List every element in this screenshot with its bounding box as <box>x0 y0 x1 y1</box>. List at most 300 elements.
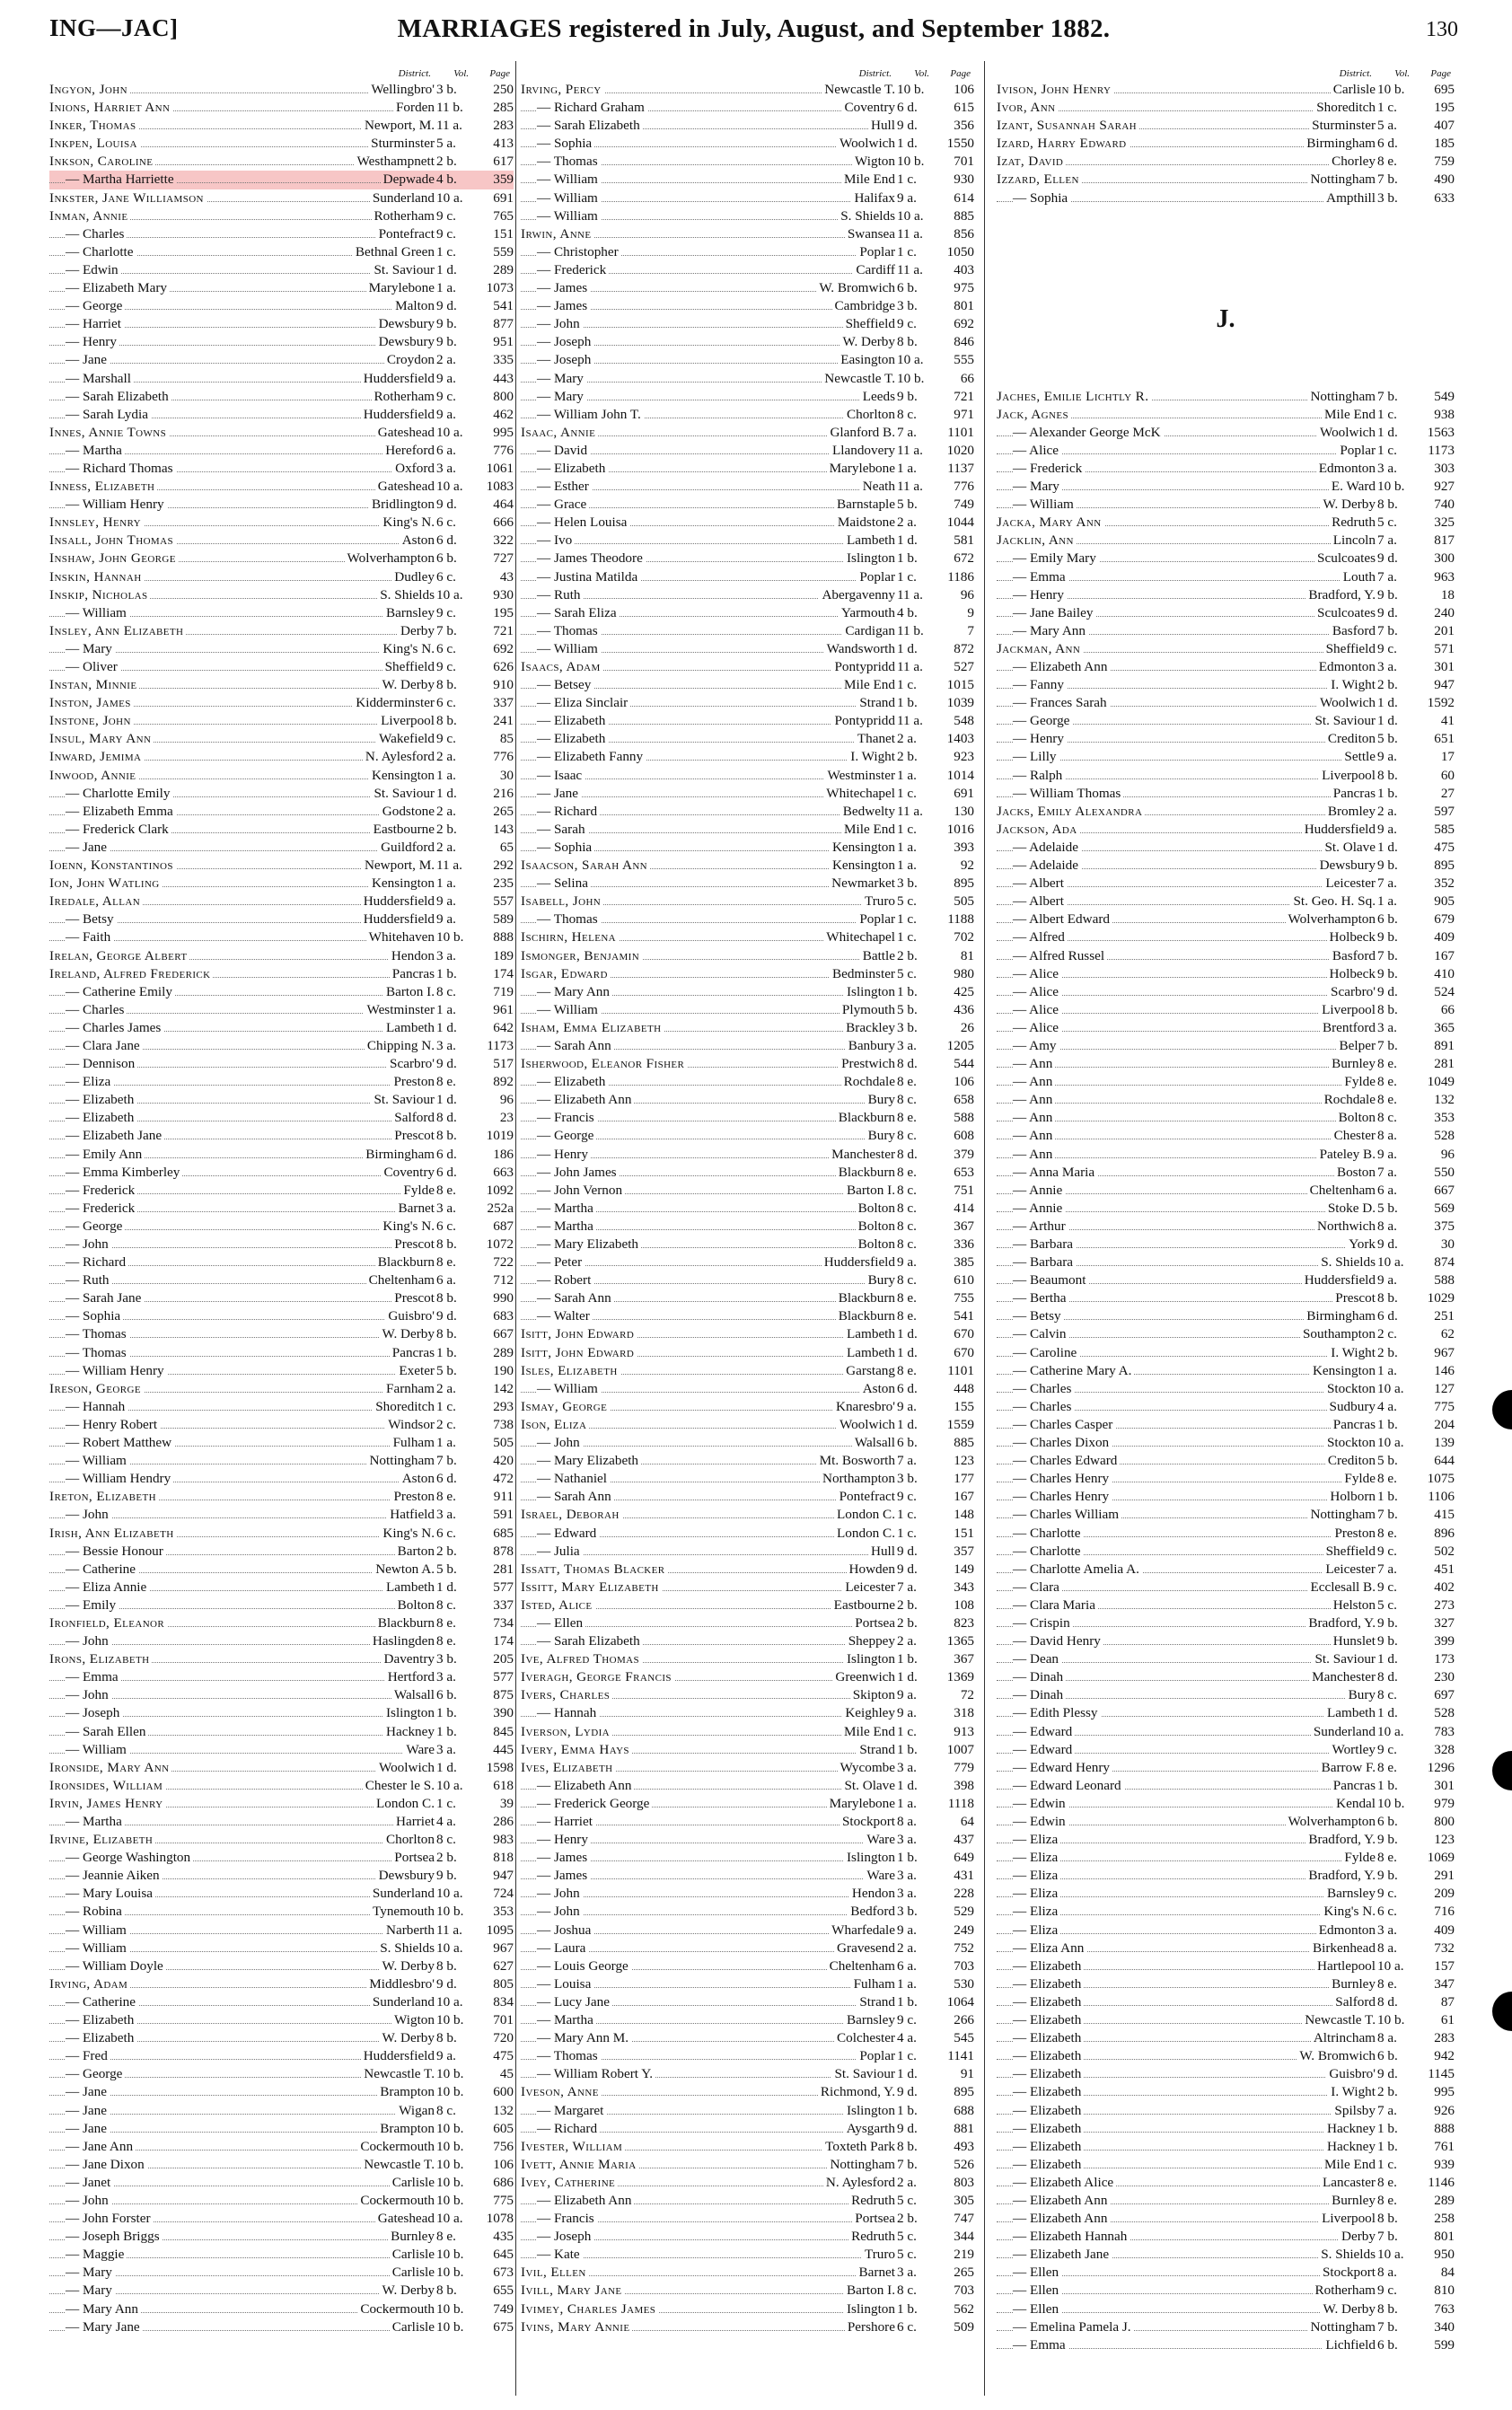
entry-volume: 9 a. <box>897 1922 917 1938</box>
entry-name <box>1013 1001 1061 1019</box>
entry-volume: 8 d. <box>1377 1993 1398 2010</box>
entry-name <box>537 370 586 388</box>
entry-volume: 10 b. <box>436 2120 464 2136</box>
entry-name <box>1013 1307 1064 1325</box>
entry-district: Burnley <box>1329 2192 1376 2210</box>
entry-name <box>49 857 176 875</box>
entry-name-text: — Anna Maria <box>1013 1165 1097 1180</box>
entry-district: Kensington <box>830 857 895 875</box>
entry-volume: 11 a. <box>897 586 923 602</box>
entry-page: 1559 <box>946 1416 974 1432</box>
entry-name <box>997 117 1139 135</box>
entry-district: Fylde <box>1341 1073 1376 1091</box>
entry-name-text: — Elizabeth Fanny <box>537 749 646 764</box>
page-header <box>49 7 1458 48</box>
entry-name <box>537 135 594 153</box>
entry-name <box>1013 910 1112 928</box>
entry-page: 577 <box>493 1579 514 1595</box>
entry-volume: 1 c. <box>1377 406 1397 422</box>
entry-district: Fulham <box>391 1434 435 1452</box>
entry-district: Pershore <box>845 2318 895 2336</box>
register-entry <box>521 1813 974 1831</box>
entry-name <box>521 1055 687 1073</box>
entry-volume: 7 b. <box>1377 2229 1398 2245</box>
entry-district: Bury <box>866 1127 895 1145</box>
entry-volume: 10 a. <box>436 1777 463 1793</box>
register-entry <box>521 2102 974 2120</box>
entry-district: Birmingham <box>1304 1307 1376 1325</box>
entry-page: 644 <box>1434 1453 1455 1469</box>
register-entry <box>997 2264 1455 2282</box>
entry-name-text: — Elizabeth <box>1013 2048 1084 2063</box>
entry-volume: 2 a. <box>436 352 456 368</box>
entry-page: 888 <box>493 929 514 946</box>
entry-name-text: — Ann <box>1013 1092 1055 1107</box>
entry-volume: 10 b. <box>897 370 925 386</box>
entry-page: 39 <box>499 1795 514 1811</box>
entry-name-text: — Laura <box>537 1940 588 1956</box>
entry-name <box>66 1091 136 1109</box>
entry-name-text: — Thomas <box>537 623 601 638</box>
entry-name-text: — Charles <box>66 1002 127 1017</box>
entry-district: Bolton <box>856 1218 895 1236</box>
entry-name-text: — Mary <box>1013 479 1062 494</box>
entry-name <box>66 2120 110 2138</box>
entry-page: 337 <box>493 695 514 711</box>
entry-name-text: — John <box>537 1435 583 1450</box>
entry-page: 1145 <box>1428 2066 1455 2082</box>
entry-name-text: — Joshua <box>537 1922 593 1938</box>
entry-district: Bury <box>1346 1686 1376 1704</box>
register-entry <box>997 1777 1455 1795</box>
register-entry <box>49 333 514 351</box>
register-entry <box>997 478 1455 496</box>
entry-name-text: — Sophia <box>66 1308 123 1324</box>
entry-page: 281 <box>493 1561 514 1577</box>
entry-page: 905 <box>1434 893 1455 910</box>
entry-volume: 7 a. <box>897 424 917 440</box>
entry-volume: 8 e. <box>897 1290 917 1306</box>
entry-page: 490 <box>1434 172 1455 188</box>
entry-name-text: — Thomas <box>66 1345 129 1360</box>
register-entry <box>521 730 974 748</box>
entry-page: 1205 <box>946 1037 974 1053</box>
entry-district: Maidstone <box>835 514 895 532</box>
entry-page: 123 <box>1434 1832 1455 1848</box>
entry-name <box>537 279 590 297</box>
entry-name <box>1013 1182 1065 1200</box>
entry-name <box>66 460 176 478</box>
entry-name-text: — Edwin <box>1013 1796 1068 1811</box>
register-entry <box>49 1344 514 1362</box>
entry-volume: 7 a. <box>897 1579 917 1595</box>
entry-volume: 6 b. <box>1377 2336 1398 2353</box>
entry-page: 173 <box>1434 1651 1455 1667</box>
entry-name-text: — Henry <box>537 1147 591 1162</box>
entry-name <box>49 153 155 171</box>
entry-name-text: — Justina Matilda <box>537 569 640 585</box>
entry-page: 464 <box>493 497 514 513</box>
blank-row <box>997 279 1455 297</box>
entry-page: 697 <box>1434 1687 1455 1703</box>
entry-volume: 9 a. <box>897 1687 917 1703</box>
entry-name-text: — Elizabeth <box>537 713 608 728</box>
entry-volume: 11 a. <box>897 803 923 819</box>
entry-volume: 10 a. <box>436 479 463 495</box>
entry-volume: 1 b. <box>897 2102 918 2118</box>
entry-volume: 6 d. <box>436 1164 457 1180</box>
entry-name-text: — Jane <box>66 2103 110 2118</box>
entry-volume: 5 b. <box>436 1362 457 1378</box>
entry-name <box>49 767 138 785</box>
entry-name <box>1013 496 1077 514</box>
register-entry <box>997 622 1455 640</box>
entry-district: Walsall <box>391 1686 435 1704</box>
entry-district: Stockport <box>1320 2264 1376 2282</box>
register-entry <box>521 514 974 532</box>
entry-name <box>537 2210 597 2228</box>
entry-page: 1019 <box>486 1128 514 1144</box>
entry-district: Rochdale <box>1322 1091 1376 1109</box>
entry-page: 995 <box>493 424 514 440</box>
entry-name <box>1013 1686 1066 1704</box>
entry-name-text: — Elizabeth <box>1013 2012 1084 2027</box>
entry-volume: 7 b. <box>1377 1037 1398 1053</box>
entry-volume: 9 a. <box>1377 749 1397 765</box>
entry-name <box>537 1885 583 1903</box>
entry-name <box>537 1993 612 2011</box>
register-entry <box>997 2174 1455 2192</box>
entry-volume: 9 c. <box>436 388 456 404</box>
entry-name <box>1013 928 1068 946</box>
entry-name <box>49 712 134 730</box>
entry-name-text: — William <box>66 1453 129 1468</box>
entry-name-text: — Sophia <box>537 840 594 855</box>
entry-district: Bedford <box>848 1903 895 1921</box>
entry-name-text: Inman, Annie <box>49 208 130 224</box>
entry-page: 300 <box>1434 550 1455 567</box>
entry-name-text: — Ann <box>1013 1056 1055 1071</box>
entry-volume: 10 b. <box>897 82 925 97</box>
entry-name <box>49 875 163 893</box>
entry-page: 472 <box>493 1471 514 1487</box>
entry-volume: 8 b. <box>436 677 457 693</box>
entry-page: 146 <box>1434 1362 1455 1378</box>
entry-district: Lambeth <box>844 532 895 550</box>
register-entry <box>997 1506 1455 1524</box>
entry-page: 92 <box>960 858 974 874</box>
entry-name <box>66 1885 155 1903</box>
entry-page: 702 <box>954 929 974 946</box>
register-entry <box>49 730 514 748</box>
entry-name <box>1013 1325 1068 1343</box>
entry-district: Lancaster <box>1320 2174 1376 2192</box>
entry-name <box>521 1723 612 1741</box>
register-entry <box>49 604 514 622</box>
register-entry <box>521 2228 974 2246</box>
entry-page: 1173 <box>487 1037 514 1053</box>
entry-volume: 6 c. <box>436 515 456 531</box>
entry-volume: 8 e. <box>1377 1471 1397 1487</box>
entry-district: Mile End <box>841 821 895 839</box>
entry-name <box>66 2156 147 2174</box>
entry-name-text: — Martha <box>537 1201 596 1216</box>
entry-name-text: — Lilly <box>1013 749 1059 764</box>
page-header: Page <box>1430 68 1451 79</box>
entry-volume: 6 b. <box>897 280 918 296</box>
entry-name <box>537 1831 591 1849</box>
entry-name <box>49 622 186 640</box>
entry-district: Wolverhampton <box>1286 910 1376 928</box>
entry-page: 856 <box>954 225 974 242</box>
entry-district: Wigton <box>391 2011 435 2029</box>
entry-page: 1101 <box>947 1362 974 1378</box>
entry-district: Lambeth <box>844 1344 895 1362</box>
entry-district: Sheffield <box>1323 640 1376 658</box>
entry-name <box>537 460 608 478</box>
entry-page: 265 <box>493 803 514 819</box>
entry-volume: 8 b. <box>1377 497 1398 513</box>
register-entry <box>521 2300 974 2318</box>
register-entry <box>49 568 514 586</box>
entry-name-text: — Amy <box>1013 1038 1059 1053</box>
entry-district: Brampton <box>377 2083 435 2101</box>
entry-page: 1016 <box>946 821 974 837</box>
district-header: District. <box>398 68 431 79</box>
entry-name <box>49 424 169 442</box>
entry-page: 963 <box>1434 568 1455 585</box>
entry-district: Barnsley <box>1324 1885 1376 1903</box>
entry-name <box>537 189 601 207</box>
entry-name <box>1013 1614 1073 1632</box>
register-entry <box>997 1362 1455 1380</box>
register-entry <box>49 297 514 315</box>
register-entry <box>49 189 514 207</box>
entry-page: 250 <box>493 82 514 97</box>
entry-district: Marylebone <box>827 460 895 478</box>
entry-district: Plymouth <box>840 1001 895 1019</box>
entry-name <box>49 730 154 748</box>
entry-name-text: — Joseph Briggs <box>66 2229 163 2244</box>
register-entry <box>521 2029 974 2047</box>
entry-name-text: Inions, Harriet Ann <box>49 100 172 115</box>
entry-name <box>537 730 608 748</box>
entry-name-text: — Ellen <box>537 1615 585 1631</box>
entry-name <box>537 1271 593 1289</box>
entry-name <box>66 1704 122 1722</box>
entry-district: Coventry <box>841 99 895 117</box>
entry-volume: 1 b. <box>897 1741 918 1757</box>
register-entry <box>521 550 974 567</box>
entry-district: Carlisle <box>390 2246 435 2264</box>
entry-page: 615 <box>954 100 974 116</box>
entry-volume: 1 d. <box>436 1579 457 1595</box>
register-entry <box>49 1001 514 1019</box>
entry-page: 910 <box>493 677 514 693</box>
entry-volume: 9 c. <box>1377 2282 1397 2299</box>
register-entry <box>49 1055 514 1073</box>
entry-volume: 9 a. <box>897 1254 917 1271</box>
entry-page: 691 <box>493 189 514 206</box>
entry-name <box>997 135 1130 153</box>
entry-volume: 1 c. <box>436 1398 456 1414</box>
entry-page: 527 <box>954 659 974 674</box>
entry-volume: 2 a. <box>897 2174 917 2190</box>
entry-volume: 2 b. <box>1377 2084 1398 2100</box>
entry-volume: 1 c. <box>897 1507 917 1523</box>
entry-name <box>537 117 643 135</box>
entry-volume: 2 b. <box>436 1850 457 1866</box>
entry-page: 318 <box>954 1705 974 1721</box>
register-entry <box>49 965 514 983</box>
entry-volume: 1 b. <box>897 1993 918 2010</box>
entry-name <box>1013 947 1107 965</box>
entry-name <box>1013 893 1067 910</box>
register-entry <box>997 1543 1455 1561</box>
entry-volume: 8 b. <box>436 2030 457 2046</box>
register-entry <box>521 2156 974 2174</box>
entry-name-text: Jaches, Emilie Lichtly R. <box>997 389 1151 404</box>
entry-volume: 2 a. <box>436 839 456 855</box>
entry-page: 939 <box>1434 2156 1455 2172</box>
entry-page: 87 <box>1440 1993 1455 2010</box>
register-entry <box>997 803 1455 821</box>
entry-page: 201 <box>1434 622 1455 638</box>
entry-name <box>997 153 1066 171</box>
entry-name-text: — Thomas <box>537 2048 601 2063</box>
entry-district: Leicester <box>1323 1561 1376 1579</box>
entry-page: 399 <box>1434 1633 1455 1649</box>
entry-name-text: — Charles Henry <box>1013 1489 1112 1504</box>
register-entry <box>49 261 514 279</box>
entry-volume: 1 c. <box>897 677 917 693</box>
entry-volume: 11 a. <box>897 225 923 242</box>
entry-name <box>66 2300 141 2318</box>
entry-name <box>66 785 172 803</box>
register-entry <box>997 2029 1455 2047</box>
entry-page: 410 <box>1434 965 1455 981</box>
entry-volume: 10 b. <box>436 2300 464 2317</box>
register-entry <box>997 1271 1455 1289</box>
register-entry <box>49 2246 514 2264</box>
entry-district: Sculcoates <box>1314 604 1376 622</box>
register-entry <box>521 442 974 460</box>
entry-name <box>1013 1957 1084 1975</box>
entry-district: Gateshead <box>375 424 435 442</box>
entry-name <box>537 1434 583 1452</box>
entry-name-text: — Sophia <box>1013 190 1070 206</box>
entry-district: W. Derby <box>380 2029 435 2047</box>
entry-page: 462 <box>493 406 514 422</box>
entry-volume: 9 d. <box>897 1543 918 1559</box>
entry-volume: 3 b. <box>897 1471 918 1487</box>
entry-name <box>1013 839 1081 857</box>
entry-page: 550 <box>1434 1164 1455 1180</box>
entry-name-text: Ivimey, Charles James <box>521 2301 658 2317</box>
entry-page: 151 <box>954 1525 974 1541</box>
entry-page: 1101 <box>947 424 974 440</box>
entry-district: Pontypridd <box>831 658 895 676</box>
entry-district: Bradford, Y. <box>1305 1614 1376 1632</box>
entry-district: Guisbro' <box>1326 2065 1376 2083</box>
entry-name-text: Iveson, Anne <box>521 2084 602 2099</box>
entry-page: 947 <box>1434 677 1455 693</box>
register-entry <box>521 243 974 261</box>
register-column-3 <box>997 61 1455 2354</box>
entry-district: Rotherham <box>1313 2282 1376 2300</box>
register-entry <box>521 875 974 893</box>
entry-volume: 6 b. <box>1377 2048 1398 2064</box>
register-entry <box>997 767 1455 785</box>
entry-page: 562 <box>954 2300 974 2317</box>
entry-name <box>66 1055 137 1073</box>
entry-name-text: — Edwin <box>66 262 121 277</box>
entry-page: 235 <box>493 875 514 892</box>
entry-district: Bromley <box>1325 803 1376 821</box>
entry-volume: 9 a. <box>436 893 456 910</box>
entry-volume: 8 e. <box>1377 1759 1397 1775</box>
entry-name-text: — Richard Graham <box>537 100 647 115</box>
entry-page: 627 <box>493 1957 514 1974</box>
entry-volume: 8 c. <box>897 1128 917 1144</box>
entry-page: 209 <box>1434 1886 1455 1902</box>
entry-district: Middlesbro' <box>366 1975 435 1993</box>
entry-page: 353 <box>493 1904 514 1920</box>
entry-page: 938 <box>1434 406 1455 422</box>
entry-district: Blackburn <box>375 1253 435 1271</box>
register-entry <box>49 1271 514 1289</box>
entry-name-text: — Emma Kimberley <box>66 1165 182 1180</box>
entry-volume: 1 d. <box>897 1777 918 1793</box>
entry-name-text: — Helen Louisa <box>537 515 629 530</box>
entry-page: 913 <box>954 1723 974 1739</box>
entry-name-text: Isaac, Annie <box>521 425 598 440</box>
register-entry <box>521 370 974 388</box>
entry-district: Daventry <box>381 1650 435 1668</box>
register-entry <box>521 1632 974 1650</box>
entry-district: Sheffield <box>1323 1543 1376 1561</box>
register-entry <box>521 1543 974 1561</box>
register-entry <box>49 1632 514 1650</box>
entry-page: 390 <box>493 1705 514 1721</box>
entry-volume: 8 d. <box>1377 1669 1398 1685</box>
entry-page: 1075 <box>1427 1471 1455 1487</box>
entry-name-text: — Bessie Honour <box>66 1544 166 1559</box>
entry-volume: 1 b. <box>1377 785 1398 801</box>
entry-volume: 2 a. <box>1377 803 1397 819</box>
entry-page: 344 <box>954 2229 974 2245</box>
entry-name <box>66 1452 129 1470</box>
register-entry <box>49 1488 514 1506</box>
register-entry <box>521 1614 974 1632</box>
entry-district: I. Wight <box>1328 676 1376 694</box>
entry-volume: 1 a. <box>1377 893 1397 910</box>
entry-district: Sheppey <box>846 1632 895 1650</box>
entry-volume: 10 a. <box>436 1939 463 1956</box>
register-entry <box>521 676 974 694</box>
entry-district: Huddersfield <box>1302 821 1376 839</box>
entry-name <box>66 1903 125 1921</box>
entry-name <box>537 2192 634 2210</box>
entry-name <box>521 965 611 983</box>
entry-page: 186 <box>493 1146 514 1162</box>
entry-name-text: — Harriet <box>66 316 124 331</box>
entry-name-text: — Sarah Elizabeth <box>66 389 171 404</box>
entry-district: Blackburn <box>836 1289 895 1307</box>
entry-page: 517 <box>493 1056 514 1072</box>
entry-volume: 1 a. <box>897 839 917 855</box>
entry-name-text: — Hannah <box>537 1705 599 1720</box>
